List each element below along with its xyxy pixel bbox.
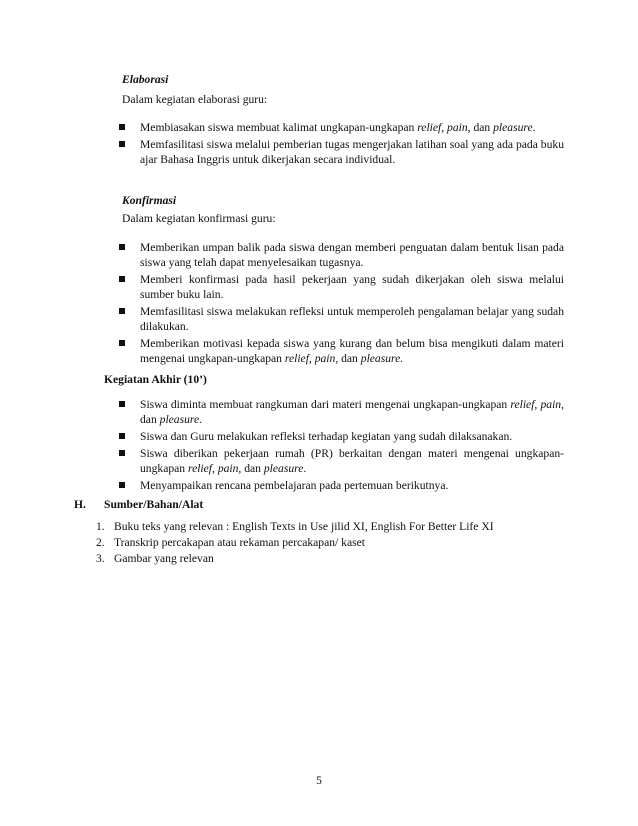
list-item: 2. Transkrip percakapan atau rekaman percakapan/ kaset [96,536,365,549]
elaborasi-bullet-list [104,120,564,169]
kegiatan-akhir-bullet-list [104,397,564,495]
list-item: Membiasakan siswa membuat kalimat ungkapan-ungkapan relief, pain, dan pleasure. [104,120,564,135]
konfirmasi-bullet-list [104,240,564,368]
list-item: Memberi konfirmasi pada hasil pekerjaan yang sudah dikerjakan oleh siswa melalui sumber buku lain. [104,272,564,302]
sumber-heading: Sumber/Bahan/Alat [104,498,204,511]
konfirmasi-intro: Dalam kegiatan konfirmasi guru: [122,212,276,225]
list-item: Menyampaikan rencana pembelajaran pada pertemuan berikutnya. [104,478,564,493]
konfirmasi-heading: Konfirmasi [122,194,177,207]
list-item: Siswa dan Guru melakukan refleksi terhadap kegiatan yang sudah dilaksanakan. [104,429,564,444]
list-item: 1. Buku teks yang relevan : English Texts in Use jilid XI, English For Better Life XI [96,520,494,533]
list-item: Memberikan motivasi kepada siswa yang kurang dan belum bisa mengikuti dalam materi mengenai ungkapan-ungkapan relief, pain, dan pleasure. [104,336,564,366]
list-item: Memfasilitasi siswa melalui pemberian tugas mengerjakan latihan soal yang ada pada buku ajar Bahasa Inggris untuk dikerjakan secara individual. [104,137,564,167]
elaborasi-heading: Elaborasi [122,73,169,86]
sumber-numbered-list [96,519,566,567]
list-item: 3. Gambar yang relevan [96,552,214,565]
list-item: Siswa diminta membuat rangkuman dari materi mengenai ungkapan-ungkapan relief, pain, dan pleasure. [104,397,564,427]
list-item: Memberikan umpan balik pada siswa dengan memberi penguatan dalam bentuk lisan pada siswa yang telah dapat menyelesaikan tugasnya. [104,240,564,270]
elaborasi-intro: Dalam kegiatan elaborasi guru: [122,93,268,106]
list-item: Siswa diberikan pekerjaan rumah (PR) berkaitan dengan materi mengenai ungkapan-ungkapan relief, pain, dan pleasure. [104,446,564,476]
section-letter: H. [74,498,86,511]
kegiatan-akhir-heading: Kegiatan Akhir (10’) [104,373,207,386]
list-item: Memfasilitasi siswa melakukan refleksi untuk memperoleh pengalaman belajar yang sudah dilakukan. [104,304,564,334]
page-number: 5 [316,774,322,787]
